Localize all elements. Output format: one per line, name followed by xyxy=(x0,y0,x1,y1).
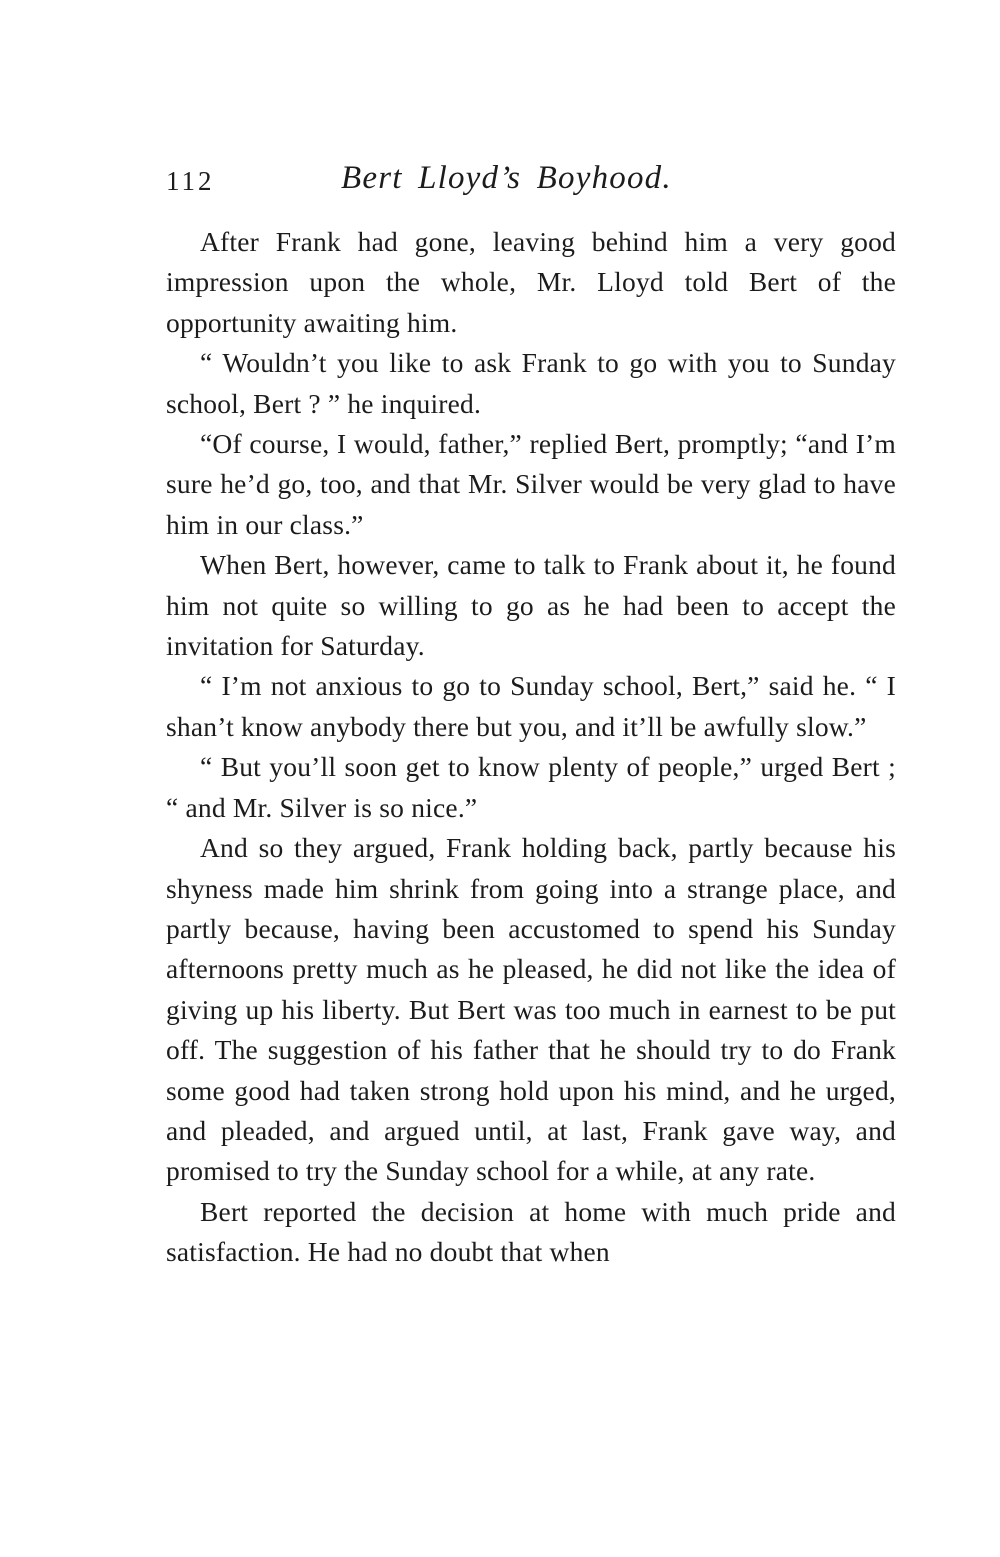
paragraph: And so they argued, Frank holding back, partly because his shyness made him shrink from going into a strange place, and partly because, having been accustomed to spend his Sunday afternoons pretty much as he pleased, he did not like the idea of giving up his liberty. But Bert was too much in earnest to be put off. The suggestion of his father that he should try to do Frank some good had taken strong hold upon his mind, and he urged, and pleaded, and argued until, at last, Frank gave way, and promised to try the Sunday school for a while, at any rate. xyxy=(166,832,896,1187)
page-number: 112 xyxy=(166,166,215,196)
paragraph: “ I’m not anxious to go to Sunday school, Bert,” said he. “ I shan’t know anybody there but you, and it’ll be awfully slow.” xyxy=(166,670,896,742)
paragraph: Bert reported the decision at home with much pride and satisfaction. He had no doubt that when xyxy=(166,1195,896,1268)
body-text xyxy=(166,222,896,1273)
running-title: Bert Lloyd’s Boyhood. xyxy=(341,160,672,196)
paragraph: “ Wouldn’t you like to ask Frank to go with you to Sunday school, Bert ? ” he inquired. xyxy=(166,347,896,419)
running-head xyxy=(166,160,898,204)
paragraph: When Bert, however, came to talk to Frank about it, he found him not quite so willing to go as he had been to accept the invitation for Saturday. xyxy=(166,549,896,662)
paragraph: “ But you’ll soon get to know plenty of people,” urged Bert ; “ and Mr. Silver is so nice.” xyxy=(166,751,896,823)
paragraph: “Of course, I would, father,” replied Bert, promptly; “and I’m sure he’d go, too, and that Mr. Silver would be very glad to have him in our class.” xyxy=(166,428,896,540)
paragraph: After Frank had gone, leaving behind him a very good impression upon the whole, Mr. Lloyd told Bert of the opportunity awaiting him. xyxy=(166,226,896,338)
